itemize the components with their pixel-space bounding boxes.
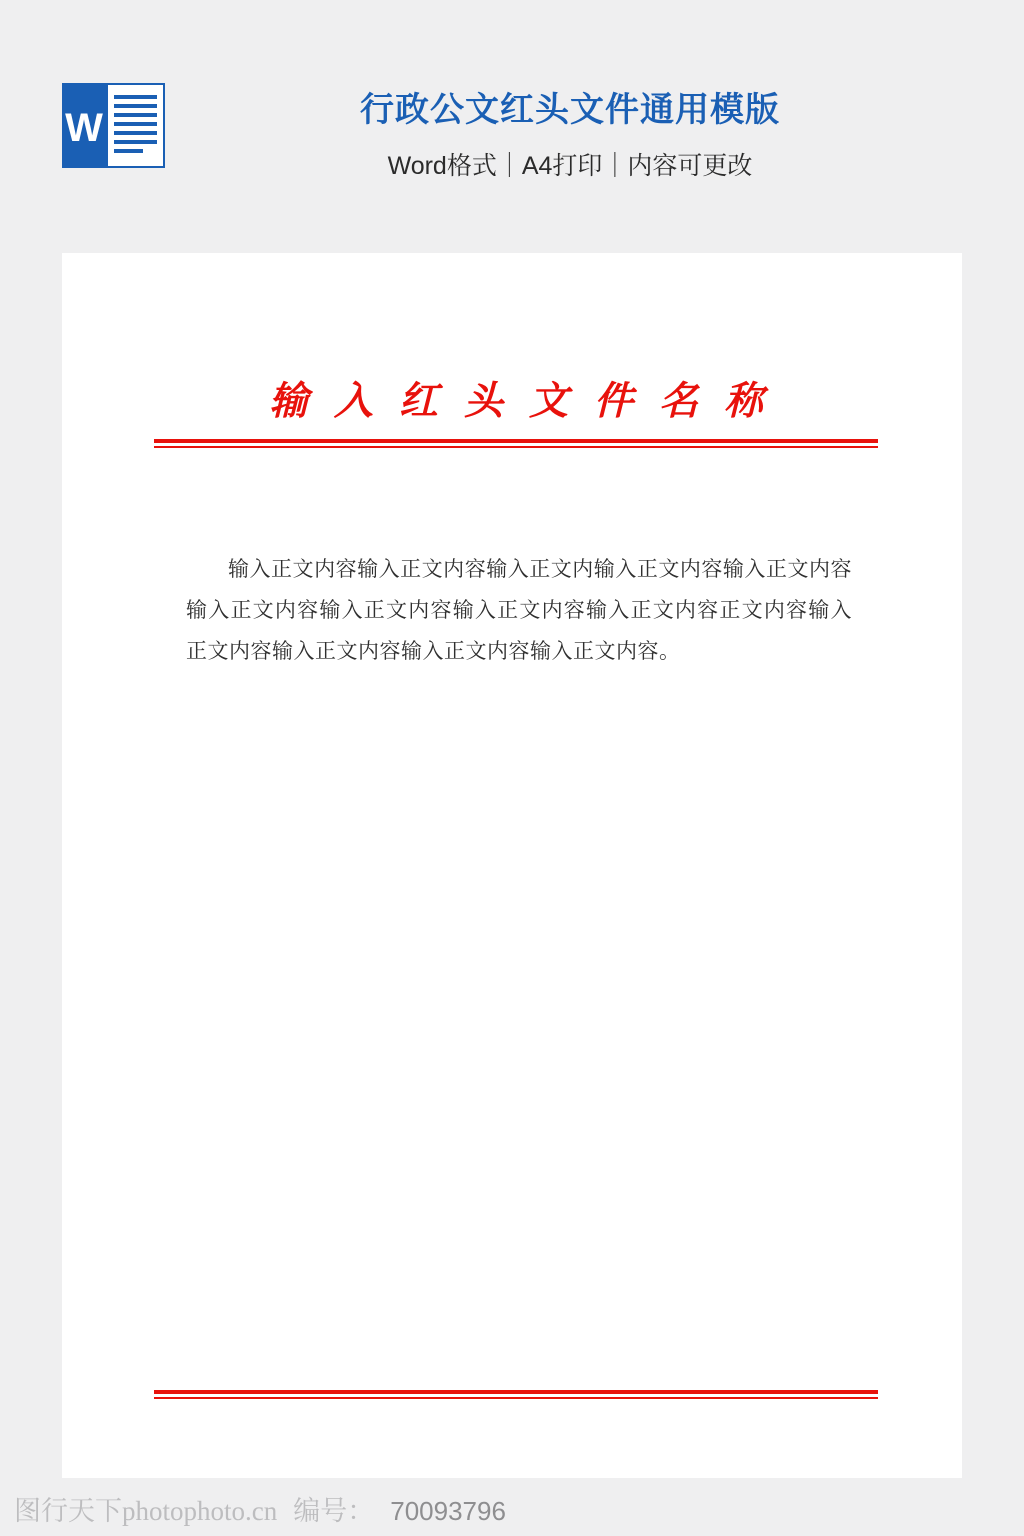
page-title: 行政公文红头文件通用模版: [360, 91, 780, 129]
divider-thin-line: [154, 446, 878, 448]
header-text-block: [190, 88, 950, 186]
divider-thin-line: [154, 1397, 878, 1399]
svg-text:W: W: [65, 106, 103, 150]
word-logo-icon: [62, 83, 165, 168]
page-footer: [0, 1478, 1024, 1536]
page-subtitle: Word格式｜A4打印｜内容可更改: [387, 152, 753, 180]
page-header: [0, 0, 1024, 253]
footer-watermark: [14, 1489, 506, 1528]
footer-site-name: 图行天下photophoto.cn: [14, 1496, 278, 1526]
document-page: [62, 253, 962, 1478]
footer-number-label: 编号：: [293, 1496, 375, 1526]
document-body-text: 输入正文内容输入正文内容输入正文内输入正文内容输入正文内容输入正文内容输入正文内容输入正文内容输入正文内容正文内容输入正文内容输入正文内容输入正文内容输入正文内容。: [186, 557, 852, 663]
redhead-divider-bottom: [154, 1390, 878, 1399]
redhead-document-title: 输入红头文件名称: [268, 378, 789, 424]
footer-number-value: 70093796: [390, 1496, 506, 1526]
redhead-divider-top: [154, 439, 878, 448]
